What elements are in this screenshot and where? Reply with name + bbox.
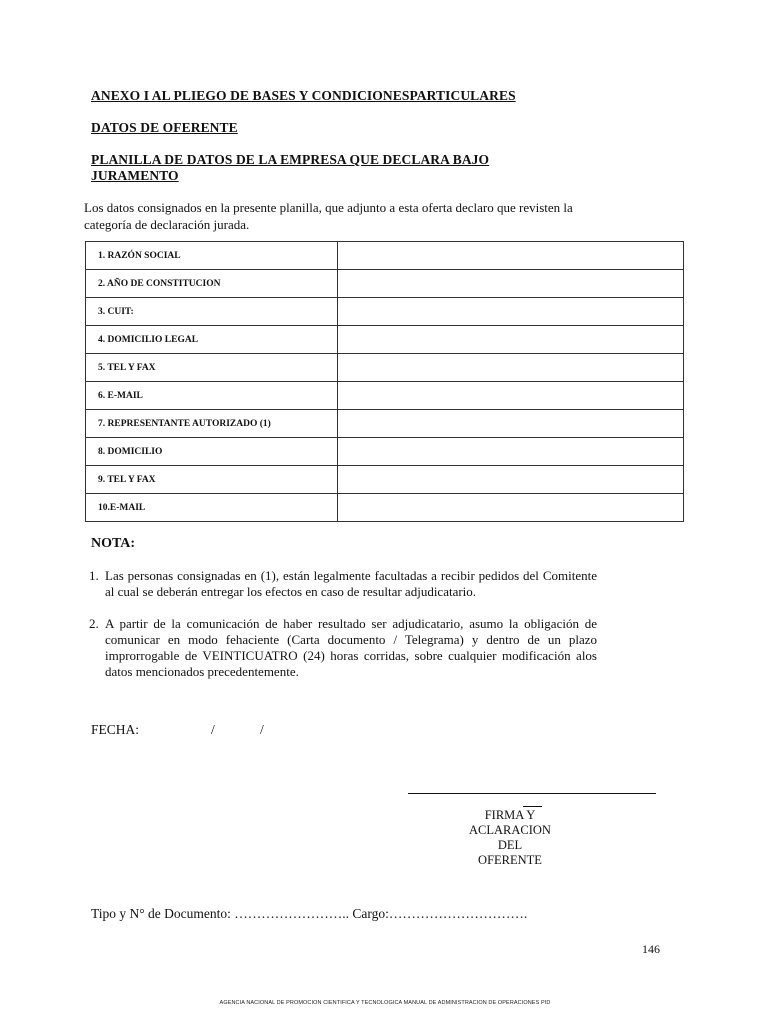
form-heading: PLANILLA DE DATOS DE LA EMPRESA QUE DECLARA BAJO JURAMENTO	[91, 152, 490, 183]
document-id-line: Tipo y N° de Documento: …………………….. Cargo:………………………….	[91, 906, 528, 921]
row-label: 4. DOMICILIO LEGAL	[86, 326, 338, 354]
signature-caption	[440, 808, 580, 868]
row-value-field[interactable]	[338, 326, 684, 354]
signature-line	[408, 793, 656, 794]
list-item-text: A partir de la comunicación de haber resultado ser adjudicatario, asumo la obligación de comunicar en modo fehaciente (Carta documento / Telegrama) y dentro de un plazo improrrogable de VEINTICUATRO (24) horas corridas, sobre cualquier modificación alos datos mencionados precedentemente.	[105, 616, 597, 679]
table-row	[86, 326, 684, 354]
section-heading: DATOS DE OFERENTE	[91, 120, 238, 135]
row-value-field[interactable]	[338, 466, 684, 494]
row-label: 10.E-MAIL	[86, 494, 338, 522]
row-label: 8. DOMICILIO	[86, 438, 338, 466]
signature-caption-line: ACLARACION	[469, 823, 551, 837]
row-value-field[interactable]	[338, 298, 684, 326]
company-data-table	[85, 241, 684, 522]
table-row	[86, 354, 684, 382]
row-label: 3. CUIT:	[86, 298, 338, 326]
notes-list	[89, 568, 597, 696]
row-label: 5. TEL Y FAX	[86, 354, 338, 382]
signature-caption-line: FIRMA Y	[484, 808, 536, 822]
signature-line-mark	[523, 806, 542, 807]
intro-paragraph: Los datos consignados en la presente planilla, que adjunto a esta oferta declaro que revisten la categoría de declaración jurada.	[84, 200, 573, 232]
page-footer: AGENCIA NACIONAL DE PROMOCION CIENTIFICA Y TECNOLOGICA MANUAL DE ADMINISTRACION DE OPERACIONES PID	[219, 1000, 551, 1006]
row-label: 2. AÑO DE CONSTITUCION	[86, 270, 338, 298]
row-value-field[interactable]	[338, 354, 684, 382]
table-row	[86, 298, 684, 326]
row-label: 7. REPRESENTANTE AUTORIZADO (1)	[86, 410, 338, 438]
table-row	[86, 494, 684, 522]
date-separator: /	[211, 722, 215, 737]
table-row	[86, 270, 684, 298]
date-label: FECHA:	[91, 722, 140, 737]
signature-caption-line: OFERENTE	[478, 853, 542, 867]
row-value-field[interactable]	[338, 494, 684, 522]
list-item	[89, 616, 597, 680]
table-row	[86, 242, 684, 270]
date-separator: /	[260, 722, 264, 737]
row-value-field[interactable]	[338, 242, 684, 270]
row-value-field[interactable]	[338, 438, 684, 466]
row-value-field[interactable]	[338, 410, 684, 438]
page-number: 146	[642, 942, 660, 956]
list-item-text: Las personas consignadas en (1), están legalmente facultadas a recibir pedidos del Comitente al cual se deberán entregar los efectos en caso de resultar adjudicatario.	[105, 568, 597, 599]
notes-title: NOTA:	[91, 536, 136, 551]
signature-caption-line: DEL	[497, 838, 523, 852]
table-row	[86, 438, 684, 466]
annex-heading: ANEXO I AL PLIEGO DE BASES Y CONDICIONESPARTICULARES	[91, 88, 516, 103]
row-label: 6. E-MAIL	[86, 382, 338, 410]
row-value-field[interactable]	[338, 382, 684, 410]
table-row	[86, 410, 684, 438]
row-label: 9. TEL Y FAX	[86, 466, 338, 494]
row-label: 1. RAZÓN SOCIAL	[86, 242, 338, 270]
table-row	[86, 382, 684, 410]
list-item-number: 2.	[89, 616, 99, 631]
list-item	[89, 568, 597, 600]
table-row	[86, 466, 684, 494]
list-item-number: 1.	[89, 568, 99, 583]
row-value-field[interactable]	[338, 270, 684, 298]
